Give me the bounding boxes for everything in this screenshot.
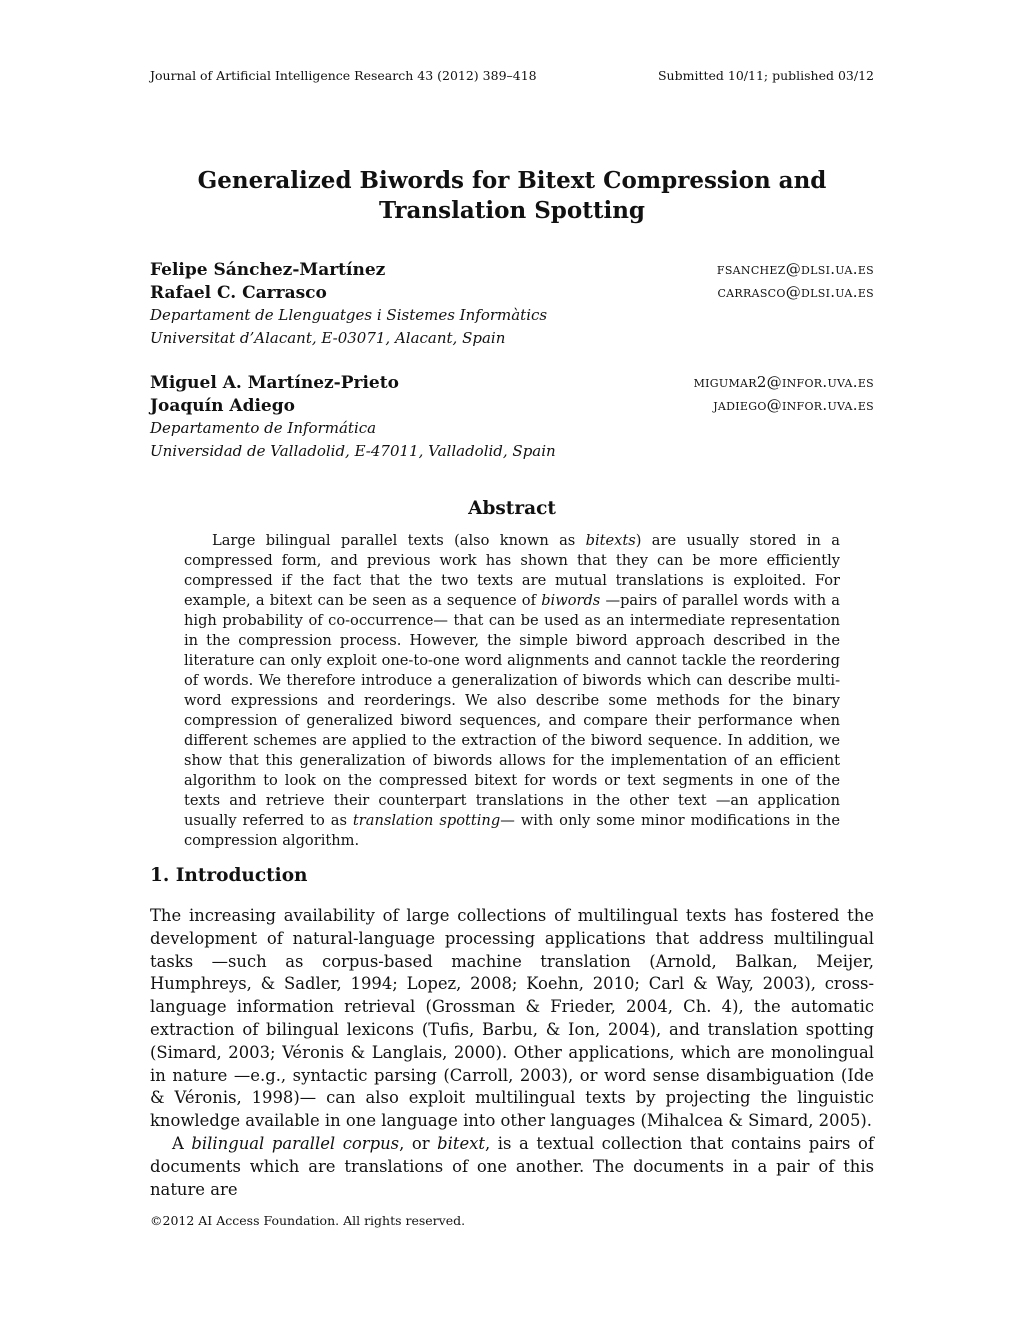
affiliation-university: Universitat d’Alacant, E-03071, Alacant, Spain (150, 329, 506, 347)
introduction-body (150, 905, 874, 1201)
abstract-emphasis: translation spotting (352, 812, 501, 829)
body-text-run: , is a textual collection that contains pairs of documents which are translations of one another. The documents in a pair of this nature are (150, 1133, 874, 1199)
journal-citation: Journal of Artificial Intelligence Research 43 (2012) 389–418 (150, 68, 537, 83)
title-line-2: Translation Spotting (378, 197, 646, 224)
author-email[interactable]: carrasco@dlsi.ua.es (717, 283, 874, 301)
abstract-heading: Abstract (468, 498, 556, 519)
affiliation-department: Departament de Llenguatges i Sistemes Informàtics (150, 306, 548, 324)
abstract-text (184, 531, 840, 851)
author-email[interactable]: fsanchez@dlsi.ua.es (716, 260, 874, 278)
body-emphasis: bilingual parallel corpus (191, 1133, 400, 1153)
body-text-run: , or (399, 1133, 438, 1153)
title-line-1: Generalized Biwords for Bitext Compression and (197, 167, 827, 194)
section-heading-introduction: 1. Introduction (150, 865, 308, 886)
abstract-text-run: ) are usually stored in a compressed form, and previous work has shown that they can be more efficiently compressed if the fact that the two texts are mutual translations is exploited. For example, a bitext can be seen as a sequence of (184, 532, 841, 609)
paper-title (150, 166, 874, 226)
body-paragraph-1: The increasing availability of large collections of multilingual texts has fostered the development of natural-language processing applications that address multilingual tasks —such as corpus-based machine translation (Arnold, Balkan, Meijer, Humphreys, & Sadler, 1994; Lopez, 2008; Koehn, 2010; Carl & Way, 2003), cross-language information retrieval (Grossman & Frieder, 2004, Ch. 4), the automatic extraction of bilingual lexicons (Tufis, Barbu, & Ion, 2004), and translation spotting (Simard, 2003; Véronis & Langlais, 2000). Other applications, which are monolingual in nature —e.g., syntactic parsing (Carroll, 2003), or word sense disambiguation (Ide & Véronis, 1998)— can also exploit multilingual texts by projecting the linguistic knowledge available in one language into other languages (Mihalcea & Simard, 2005). (150, 906, 874, 1131)
abstract-paragraph (184, 531, 840, 851)
affiliation-department: Departamento de Informática (150, 419, 377, 437)
body-text-run: A (172, 1133, 192, 1153)
author-entry (150, 281, 874, 304)
author-entry (150, 258, 874, 281)
author-email[interactable]: jadiego@infor.uva.es (713, 396, 874, 414)
author-group-1 (150, 258, 874, 350)
body-emphasis: bitext (437, 1133, 485, 1153)
abstract-emphasis: bitexts (585, 532, 636, 549)
author-name: Felipe Sánchez-Martínez (150, 260, 386, 280)
submission-dates: Submitted 10/11; published 03/12 (657, 68, 874, 83)
body-paragraph-2 (150, 1133, 874, 1201)
author-name: Miguel A. Martínez-Prieto (150, 373, 399, 393)
author-entry (150, 371, 874, 394)
author-entry (150, 394, 874, 417)
author-group-2 (150, 371, 874, 463)
author-name: Rafael C. Carrasco (150, 283, 327, 303)
copyright-footer: ©2012 AI Access Foundation. All rights reserved. (150, 1213, 466, 1228)
abstract-text-run: — with only some minor modifications in the compression algorithm. (184, 812, 841, 849)
author-name: Joaquín Adiego (150, 396, 295, 416)
abstract-text-run: —pairs of parallel words with a high probability of co-occurrence— that can be used as an intermediate representation in the compression process. However, the simple biword approach described in the literature can only exploit one-to-one word alignments and cannot tackle the reordering of words. We therefore introduce a generalization of biwords which can describe multi-word expressions and reorderings. We also describe some methods for the binary compression of generalized biword sequences, and compare their performance when different schemes are applied to the extraction of the biword sequence. In addition, we show that this generalization of biwords allows for the implementation of an efficient algorithm to look on the compressed bitext for words or text segments in one of the texts and retrieve their counterpart translations in the other text —an application usually referred to as (184, 592, 841, 829)
abstract-emphasis: biwords (541, 592, 601, 609)
author-email[interactable]: migumar2@infor.uva.es (693, 373, 874, 391)
abstract-text-run: Large bilingual parallel texts (also known as (212, 532, 586, 549)
affiliation-university: Universidad de Valladolid, E-47011, Valladolid, Spain (150, 442, 556, 460)
